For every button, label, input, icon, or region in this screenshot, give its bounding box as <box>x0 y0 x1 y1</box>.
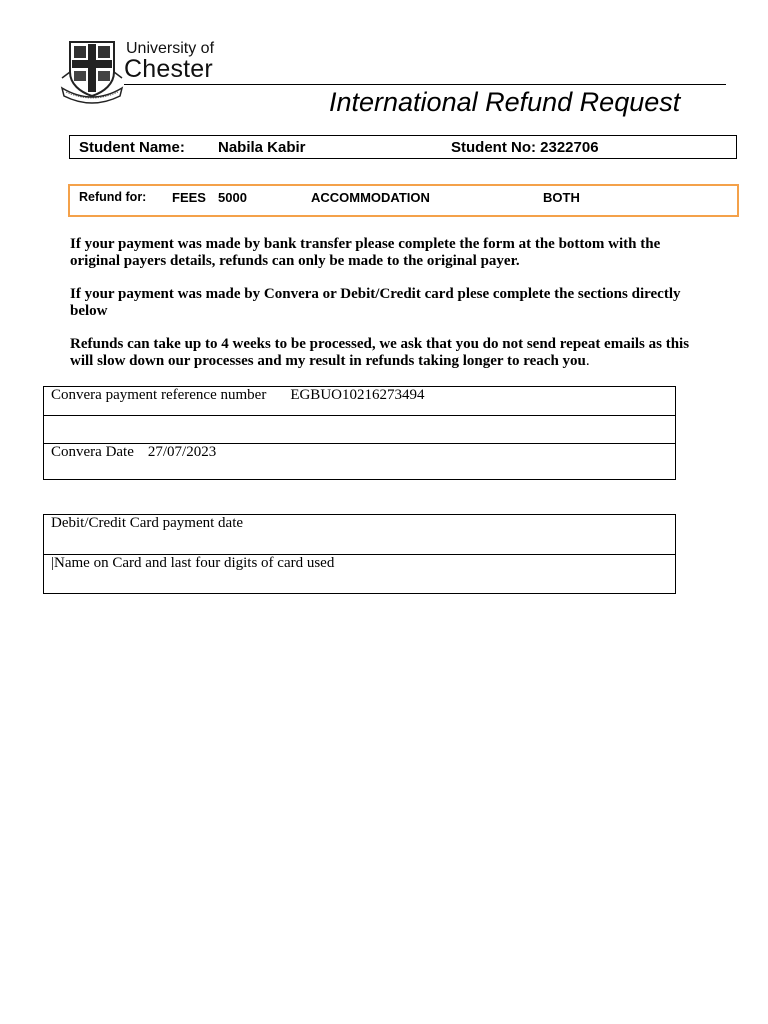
card-payment-table <box>43 514 676 594</box>
convera-date-value[interactable]: 27/07/2023 <box>147 444 217 460</box>
refund-for-label: Refund for: <box>79 190 147 204</box>
card-name-digits-label: |Name on Card and last four digits of card used <box>51 555 335 571</box>
convera-date-label: Convera Date <box>51 444 134 460</box>
student-number[interactable]: Student No: 2322706 <box>451 139 599 156</box>
table-row <box>44 555 676 594</box>
university-name-line1: University of <box>126 40 215 57</box>
refund-both-option[interactable]: BOTH <box>543 190 580 205</box>
refund-type-box <box>68 184 739 217</box>
table-row <box>44 416 676 444</box>
processing-time-text: Refunds can take up to 4 weeks to be processed, we ask that you do not send repeat emails as this will slow down our processes and my result in refunds taking longer to reach you <box>70 336 690 369</box>
convera-payment-table <box>43 386 676 480</box>
student-details-box <box>69 135 737 159</box>
university-crest-logo <box>60 38 124 104</box>
refund-fees-amount[interactable]: 5000 <box>218 190 247 205</box>
table-row <box>44 387 676 416</box>
card-payment-date-label: Debit/Credit Card payment date <box>51 515 244 531</box>
header-divider <box>124 84 726 85</box>
instruction-processing-time <box>70 336 710 370</box>
instruction-convera-card: If your payment was made by Convera or Debit/Credit card plese complete the sections directly below <box>70 286 681 319</box>
card-name-digits-cell[interactable] <box>44 555 676 594</box>
convera-date-cell[interactable] <box>44 444 676 480</box>
refund-accommodation-option[interactable]: ACCOMMODATION <box>311 190 430 205</box>
processing-time-period: . <box>585 353 590 369</box>
convera-blank-cell[interactable] <box>44 416 676 444</box>
student-name-label: Student Name: <box>79 139 185 156</box>
convera-reference-cell[interactable] <box>44 387 676 416</box>
table-row <box>44 515 676 555</box>
card-payment-date-cell[interactable] <box>44 515 676 555</box>
convera-reference-value[interactable]: EGBUO10216273494 <box>290 387 425 403</box>
form-title: International Refund Request <box>329 87 681 117</box>
instruction-bank-transfer: If your payment was made by bank transfer please complete the form at the bottom with the original payers details, refunds can only be made to the original payer. <box>70 236 661 269</box>
student-name-value[interactable]: Nabila Kabir <box>218 139 306 156</box>
convera-reference-label: Convera payment reference number <box>51 387 267 403</box>
table-row <box>44 444 676 480</box>
refund-fees-option[interactable]: FEES <box>172 190 206 205</box>
university-name-line2: Chester <box>124 55 213 83</box>
